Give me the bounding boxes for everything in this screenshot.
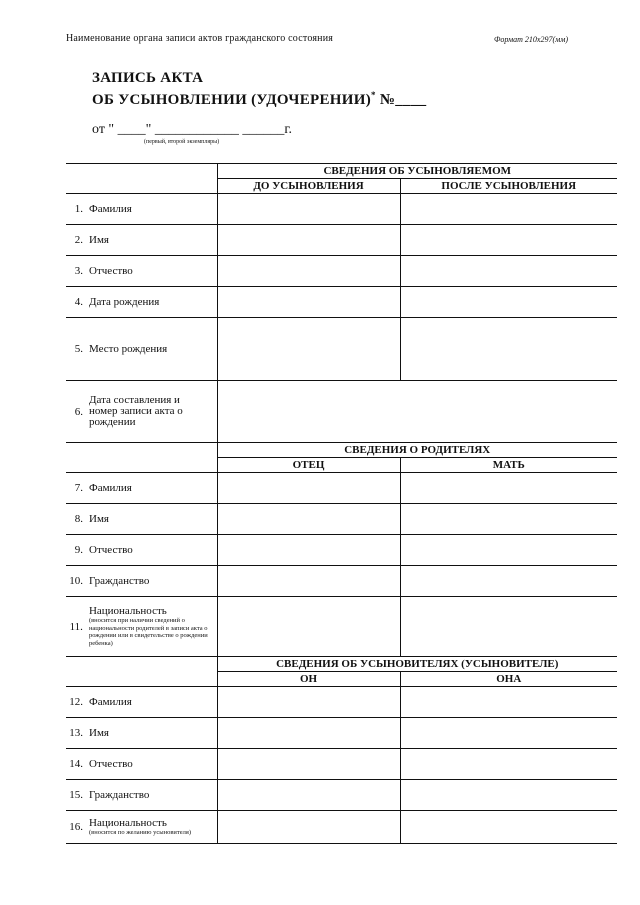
mother-patronymic-field[interactable] bbox=[400, 535, 617, 566]
row-number: 2. bbox=[74, 234, 83, 246]
row-label: Имя bbox=[89, 513, 109, 525]
table-row bbox=[66, 718, 617, 749]
table-row bbox=[66, 811, 617, 844]
adopter-she-citizenship-field[interactable] bbox=[400, 780, 617, 811]
adopter-he-surname-field[interactable] bbox=[217, 687, 400, 718]
table-row bbox=[66, 381, 617, 443]
section-parents-title: СВЕДЕНИЯ О РОДИТЕЛЯХ bbox=[217, 443, 617, 458]
table-row bbox=[66, 566, 617, 597]
row-number: 9. bbox=[74, 544, 83, 556]
col-before-adoption: ДО УСЫНОВЛЕНИЯ bbox=[217, 179, 400, 194]
row-number: 10. bbox=[69, 575, 83, 587]
adopter-she-nationality-field[interactable] bbox=[400, 811, 617, 844]
format-label: Формат 210x297(мм) bbox=[494, 35, 569, 44]
adopter-she-surname-field[interactable] bbox=[400, 687, 617, 718]
row-number: 14. bbox=[69, 758, 83, 770]
adoptee-birthdate-before-field[interactable] bbox=[217, 287, 400, 318]
row-label: Гражданство bbox=[89, 789, 150, 801]
row-number: 6. bbox=[74, 405, 83, 418]
col-mother: МАТЬ bbox=[400, 458, 617, 473]
adopter-he-patronymic-field[interactable] bbox=[217, 749, 400, 780]
table-row bbox=[66, 287, 617, 318]
row-label: Дата рождения bbox=[89, 296, 160, 308]
adopter-he-name-field[interactable] bbox=[217, 718, 400, 749]
adoptee-surname-after-field[interactable] bbox=[400, 194, 617, 225]
form-title-line2 bbox=[92, 90, 426, 109]
adoptee-patronymic-after-field[interactable] bbox=[400, 256, 617, 287]
row-label: Место рождения bbox=[89, 343, 168, 355]
adoptee-birthplace-after-field[interactable] bbox=[400, 318, 617, 381]
adopter-she-patronymic-field[interactable] bbox=[400, 749, 617, 780]
row-label: Дата составления и номер записи акта о рождении bbox=[89, 394, 183, 428]
record-date-field[interactable]: от " ____" ____________ ______г. bbox=[92, 122, 293, 137]
table-row bbox=[66, 780, 617, 811]
mother-citizenship-field[interactable] bbox=[400, 566, 617, 597]
row-label: Национальность bbox=[88, 605, 167, 617]
col-father: ОТЕЦ bbox=[217, 458, 400, 473]
header-blank-cell bbox=[66, 657, 217, 687]
adoptee-name-after-field[interactable] bbox=[400, 225, 617, 256]
mother-surname-field[interactable] bbox=[400, 473, 617, 504]
table-row bbox=[66, 473, 617, 504]
row-note: (вносится по желанию усыновителя) bbox=[89, 828, 192, 836]
table-row bbox=[66, 687, 617, 718]
footnote-star: * bbox=[371, 90, 376, 100]
row-number: 3. bbox=[74, 265, 83, 277]
row-label: Имя bbox=[89, 234, 109, 246]
adoptee-birthplace-before-field[interactable] bbox=[217, 318, 400, 381]
row-label: Фамилия bbox=[89, 482, 132, 494]
table-row bbox=[66, 256, 617, 287]
mother-name-field[interactable] bbox=[400, 504, 617, 535]
birth-record-field[interactable] bbox=[217, 381, 617, 443]
adoptee-name-before-field[interactable] bbox=[217, 225, 400, 256]
table-row bbox=[66, 535, 617, 566]
row-label: Национальность bbox=[89, 816, 167, 829]
row-number: 13. bbox=[69, 727, 83, 739]
row-label: Отчество bbox=[89, 544, 133, 556]
table-row bbox=[66, 597, 617, 657]
father-surname-field[interactable] bbox=[217, 473, 400, 504]
table-row bbox=[66, 194, 617, 225]
row-number: 4. bbox=[74, 296, 83, 308]
form-title-text: ОБ УСЫНОВЛЕНИИ (УДОЧЕРЕНИИ) bbox=[92, 92, 371, 108]
row-number: 12. bbox=[69, 696, 83, 708]
adopter-she-name-field[interactable] bbox=[400, 718, 617, 749]
father-patronymic-field[interactable] bbox=[217, 535, 400, 566]
adoptee-birthdate-after-field[interactable] bbox=[400, 287, 617, 318]
row-note: (вносится при наличии сведений о национальности родителей в записи акта о рождении или в свидетельстве о рождении ребенка) bbox=[88, 617, 208, 647]
form-title-line1: ЗАПИСЬ АКТА bbox=[92, 70, 204, 86]
row-label: Отчество bbox=[89, 265, 133, 277]
row-label: Отчество bbox=[89, 758, 133, 770]
section-adoptee-title: СВЕДЕНИЯ ОБ УСЫНОВЛЯЕМОМ bbox=[217, 164, 617, 179]
row-number: 11. bbox=[69, 620, 83, 633]
adoptee-surname-before-field[interactable] bbox=[217, 194, 400, 225]
col-she: ОНА bbox=[400, 672, 617, 687]
col-after-adoption: ПОСЛЕ УСЫНОВЛЕНИЯ bbox=[400, 179, 617, 194]
row-number: 15. bbox=[69, 789, 83, 801]
adopter-he-nationality-field[interactable] bbox=[217, 811, 400, 844]
header-blank-cell bbox=[66, 164, 217, 194]
table-row bbox=[66, 318, 617, 381]
copy-note: (первый, второй экземпляры) bbox=[144, 139, 220, 145]
record-number-field[interactable]: №____ bbox=[379, 92, 427, 108]
row-number: 1. bbox=[74, 203, 83, 215]
father-nationality-field[interactable] bbox=[217, 597, 400, 657]
table-row bbox=[66, 225, 617, 256]
row-label: Имя bbox=[89, 727, 109, 739]
father-name-field[interactable] bbox=[217, 504, 400, 535]
row-number: 5. bbox=[74, 343, 83, 355]
row-label: Фамилия bbox=[89, 203, 132, 215]
registry-office-name-label: Наименование органа записи актов гражданского состояния bbox=[66, 33, 334, 44]
section-adopters-title: СВЕДЕНИЯ ОБ УСЫНОВИТЕЛЯХ (УСЫНОВИТЕЛЕ) bbox=[217, 657, 617, 672]
table-row bbox=[66, 504, 617, 535]
header-blank-cell bbox=[66, 443, 217, 473]
adoption-record-form bbox=[66, 163, 617, 844]
row-label: Фамилия bbox=[89, 696, 132, 708]
father-citizenship-field[interactable] bbox=[217, 566, 400, 597]
row-number: 16. bbox=[69, 821, 83, 833]
row-number: 8. bbox=[74, 513, 83, 525]
adopter-he-citizenship-field[interactable] bbox=[217, 780, 400, 811]
mother-nationality-field[interactable] bbox=[400, 597, 617, 657]
adoptee-patronymic-before-field[interactable] bbox=[217, 256, 400, 287]
row-label: Гражданство bbox=[89, 575, 150, 587]
col-he: ОН bbox=[217, 672, 400, 687]
table-row bbox=[66, 749, 617, 780]
row-number: 7. bbox=[74, 482, 83, 494]
